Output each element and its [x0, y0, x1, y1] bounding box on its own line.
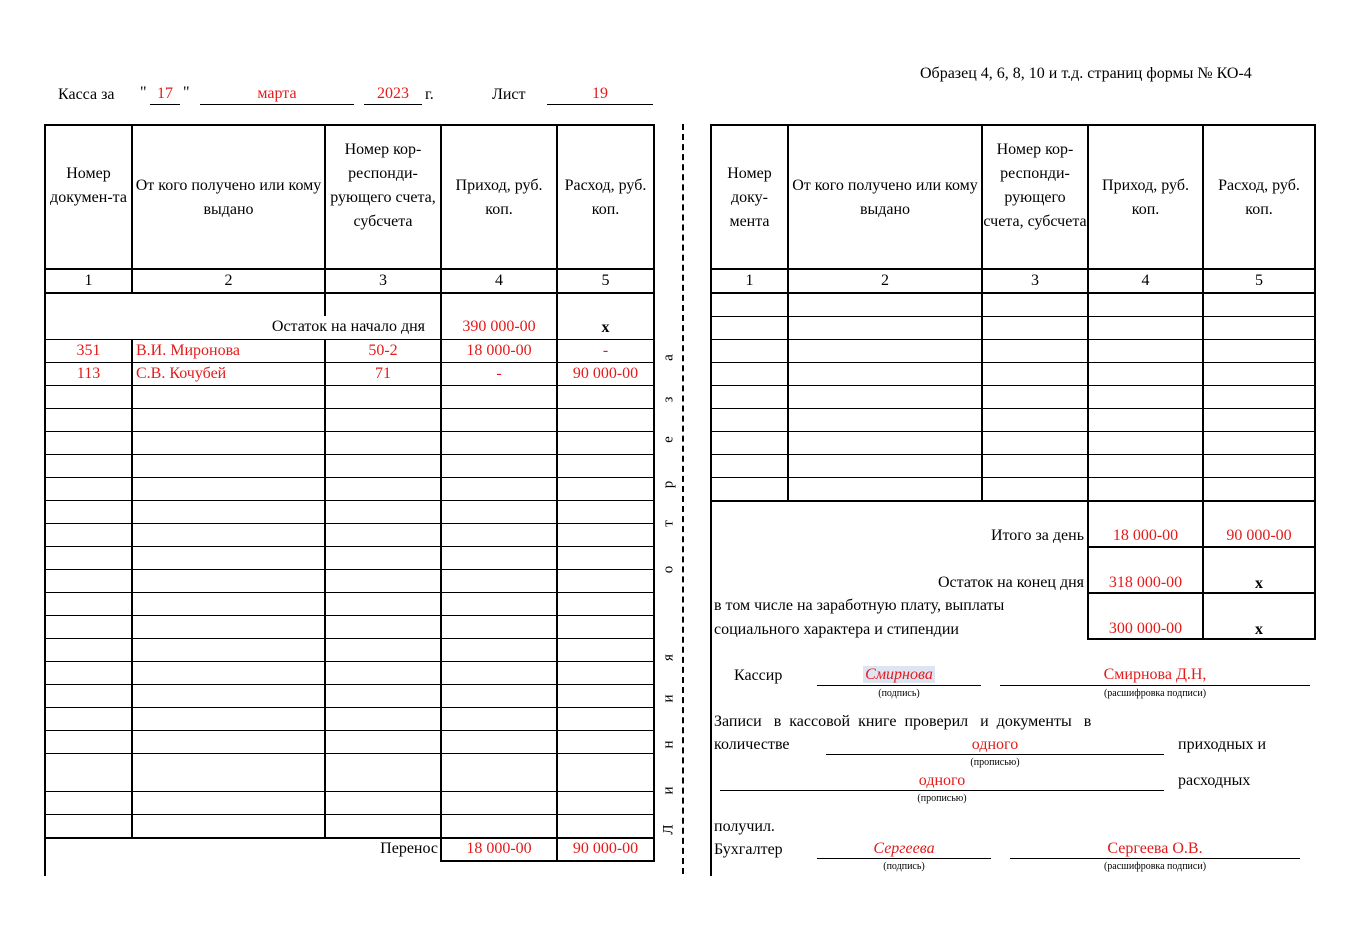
opening-income: 390 000-00 — [462, 318, 536, 335]
col-num-5: 5 — [1255, 272, 1263, 289]
cashier-name: Смирнова Д.Н, — [1103, 666, 1207, 683]
daily-total-income: 18 000-00 — [1112, 527, 1179, 544]
quote-close: " — [183, 84, 190, 101]
sheet-label: Лист — [492, 86, 526, 103]
col-header-counterparty: От кого получено или кому выдано — [792, 177, 978, 218]
col-header-expense: Расход, руб. коп. — [564, 177, 647, 218]
row-counterparty: С.В. Кочубей — [136, 365, 227, 382]
cut-letter: Л — [660, 824, 677, 835]
col-header-account: Номер кор-респонди-рующего счета, субсчета — [983, 141, 1087, 230]
col-header-doc-number: Номер доку-мента — [727, 165, 772, 230]
cut-letter: з — [660, 396, 677, 403]
expense-count-caption: (прописью) — [917, 793, 967, 804]
cut-letter: а — [660, 354, 677, 361]
day-field: 17 — [157, 85, 173, 102]
salary-label: социального характера и стипендии — [714, 621, 959, 638]
income-count: одного — [971, 736, 1019, 753]
cashier-sign-caption: (подпись) — [878, 688, 920, 699]
row-doc: 113 — [76, 365, 101, 382]
month-field: марта — [257, 85, 297, 102]
col-num-1: 1 — [84, 272, 93, 289]
col-header-account: Номер кор-респонди-рующего счета, субсчета — [330, 141, 436, 230]
received-label: получил. — [714, 818, 775, 835]
accountant-signature: Сергеева — [873, 840, 935, 857]
accountant-label: Бухгалтер — [714, 841, 783, 858]
row-account: 71 — [375, 365, 391, 382]
opening-expense: х — [601, 319, 610, 336]
col-header-expense: Расход, руб. коп. — [1218, 177, 1300, 218]
cut-letter: н — [660, 740, 677, 749]
col-num-2: 2 — [224, 272, 233, 289]
cut-letter: т — [660, 520, 677, 527]
col-num-3: 3 — [1031, 272, 1039, 289]
salary-label: в том числе на заработную плату, выплаты — [714, 597, 1005, 614]
sample-note: Образец 4, 6, 8, 10 и т.д. страниц формы № КО-4 — [920, 65, 1252, 82]
cashier-label: Кассир — [734, 667, 783, 684]
col-num-4: 4 — [1141, 272, 1150, 289]
row-doc: 351 — [76, 342, 101, 359]
col-num-3: 3 — [379, 272, 387, 289]
cut-letter: я — [660, 654, 677, 661]
expense-suffix: расходных — [1178, 772, 1251, 789]
cut-letter: р — [660, 480, 677, 489]
col-header-income: Приход, руб. коп. — [455, 177, 543, 218]
cut-line — [682, 124, 684, 874]
quote-open: " — [140, 84, 147, 101]
salary-income: 300 000-00 — [1108, 620, 1183, 637]
cut-letter: и — [660, 694, 677, 703]
closing-income: 318 000-00 — [1108, 574, 1183, 591]
row-expense: - — [602, 342, 609, 359]
opening-balance-label: Остаток на начало дня — [271, 318, 425, 335]
accountant-decode-caption: (расшифровка подписи) — [1103, 861, 1207, 872]
col-num-4: 4 — [495, 272, 503, 289]
col-header-doc-number: Номер докумен-та — [50, 165, 127, 206]
row-expense: 90 000-00 — [572, 365, 639, 382]
accountant-sign-caption: (подпись) — [883, 861, 925, 872]
sheet-number: 19 — [592, 85, 608, 102]
daily-total-expense: 90 000-00 — [1226, 527, 1292, 544]
expense-count: одного — [918, 772, 966, 789]
cut-letter: е — [660, 436, 677, 443]
transfer-expense: 90 000-00 — [572, 840, 639, 857]
daily-total-label: Итого за день — [990, 527, 1084, 544]
kassa-label: Касса за — [58, 86, 115, 103]
check-text: Записи в кассовой книге проверил и документы в — [714, 713, 1092, 730]
row-income: 18 000-00 — [466, 342, 532, 359]
cut-letter: о — [660, 565, 677, 574]
closing-expense: х — [1255, 575, 1263, 592]
col-num-5: 5 — [601, 272, 610, 289]
cashier-decode-caption: (расшифровка подписи) — [1103, 688, 1207, 699]
col-header-income: Приход, руб. коп. — [1102, 177, 1189, 218]
year-suffix: г. — [425, 86, 434, 103]
row-income: - — [496, 365, 502, 382]
year-field: 2023 — [377, 85, 409, 102]
row-counterparty: В.И. Миронова — [136, 342, 241, 359]
accountant-name: Сергеева О.В. — [1107, 840, 1203, 857]
col-num-1: 1 — [745, 272, 754, 289]
income-suffix: приходных и — [1178, 736, 1267, 753]
row-account: 50-2 — [368, 342, 398, 359]
closing-balance-label: Остаток на конец дня — [938, 574, 1084, 591]
col-header-counterparty: От кого получено или кому выдано — [135, 177, 322, 218]
cashier-signature: Смирнова — [865, 666, 933, 683]
cut-letter: и — [660, 786, 677, 795]
transfer-income: 18 000-00 — [466, 840, 532, 857]
transfer-label: Перенос — [380, 840, 438, 857]
salary-expense: х — [1255, 621, 1263, 638]
quantity-label: количестве — [714, 736, 790, 753]
income-count-caption: (прописью) — [970, 757, 1020, 768]
col-num-2: 2 — [881, 272, 889, 289]
